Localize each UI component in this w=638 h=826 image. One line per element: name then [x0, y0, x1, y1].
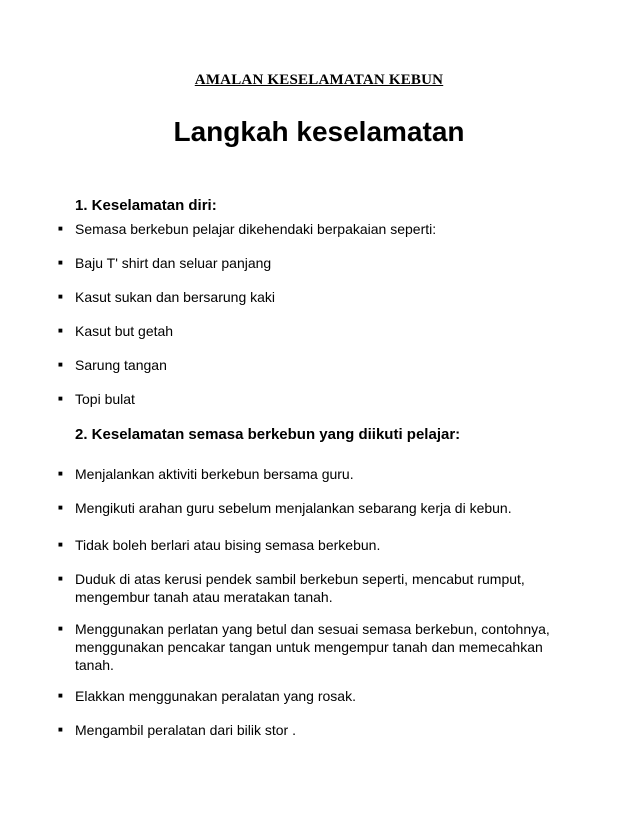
bullet-icon: ■	[58, 360, 63, 369]
list-item: Kasut but getah	[75, 323, 174, 339]
bullet-icon: ■	[58, 292, 63, 301]
bullet-icon: ■	[58, 258, 63, 267]
list-item: Topi bulat	[75, 391, 135, 407]
bullet-icon: ■	[58, 394, 63, 403]
section-heading-keselamatan-diri: 1. Keselamatan diri:	[75, 197, 217, 214]
bullet-icon: ■	[58, 725, 63, 734]
list-item: Semasa berkebun pelajar dikehendaki berpakaian seperti:	[75, 221, 437, 237]
bullet-icon: ■	[58, 624, 63, 633]
list-item: Mengikuti arahan guru sebelum menjalankan sebarang kerja di kebun.	[75, 500, 512, 516]
list-item: Baju T' shirt dan seluar panjang	[75, 255, 272, 271]
document-title: AMALAN KESELAMATAN KEBUN	[194, 72, 444, 88]
list-item: Menggunakan perlatan yang betul dan sesuai semasa berkebun, contohnya, menggunakan pencakar tangan untuk mengempur tanah dan memecahkan tanah.	[75, 621, 550, 673]
list-item: Duduk di atas kerusi pendek sambil berkebun seperti, mencabut rumput, mengembur tanah atau meratakan tanah.	[75, 571, 525, 605]
bullet-icon: ■	[58, 326, 63, 335]
bullet-icon: ■	[58, 503, 63, 512]
bullet-icon: ■	[58, 469, 63, 478]
list-item: Tidak boleh berlari atau bising semasa berkebun.	[75, 537, 381, 553]
document-heading: Langkah keselamatan	[173, 116, 465, 147]
list-item: Kasut sukan dan bersarung kaki	[75, 289, 276, 305]
bullet-icon: ■	[58, 540, 63, 549]
bullet-icon: ■	[58, 691, 63, 700]
bullet-icon: ■	[58, 574, 63, 583]
list-item: Elakkan menggunakan peralatan yang rosak.	[75, 688, 356, 704]
list-item: Menjalankan aktiviti berkebun bersama guru.	[75, 466, 354, 482]
section-heading-keselamatan-berkebun: 2. Keselamatan semasa berkebun yang diikuti pelajar:	[75, 426, 461, 443]
bullet-icon: ■	[58, 224, 63, 233]
list-item: Mengambil peralatan dari bilik stor .	[75, 722, 296, 738]
list-item: Sarung tangan	[75, 357, 167, 373]
